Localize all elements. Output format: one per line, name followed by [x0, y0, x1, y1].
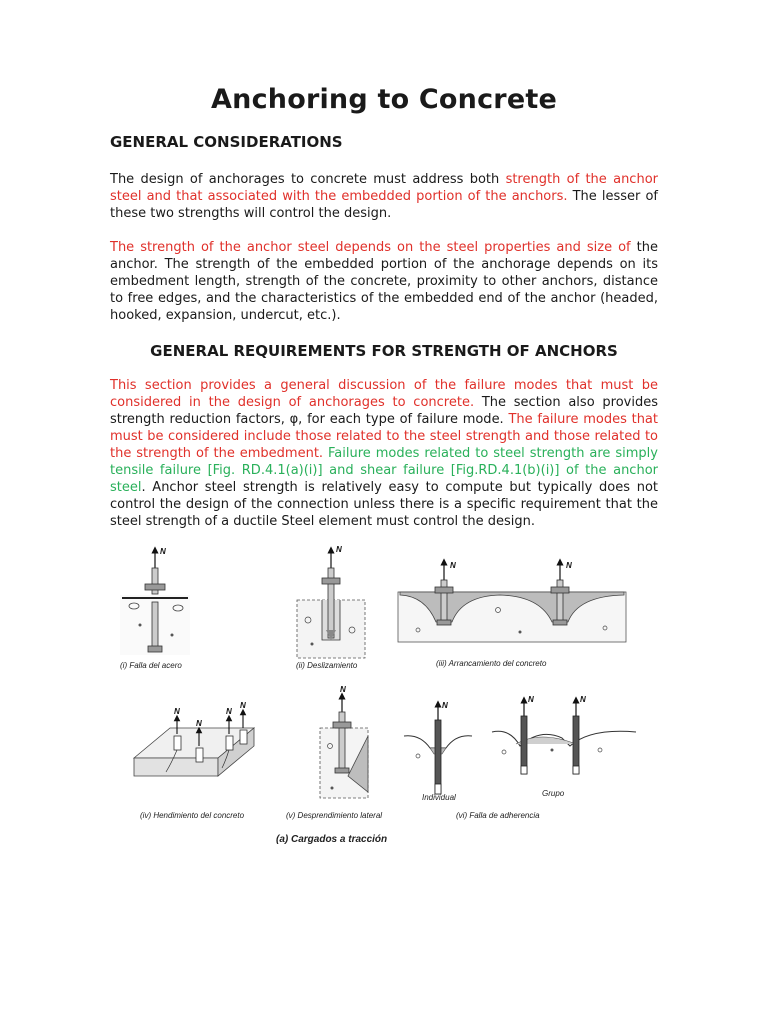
load-label: N	[196, 719, 202, 728]
diagram-side-face-blowout	[286, 685, 382, 820]
para3-text-b: The section also provides strength reduction factors, φ, for each type of failure mode.	[110, 395, 658, 427]
paragraph-anchor-strength	[110, 239, 658, 324]
failure-modes-illustration	[100, 540, 660, 860]
para1-highlight-red: strength of the anchor steel and that associated with the embedded portion of the anchors.	[110, 172, 658, 204]
section-heading-general-considerations: GENERAL CONSIDERATIONS	[110, 133, 343, 151]
load-label: N	[160, 547, 166, 556]
load-label: N	[450, 561, 456, 570]
load-label: N	[528, 695, 534, 704]
figure-main-caption: (a) Cargados a tracción	[276, 834, 388, 845]
load-label: N	[580, 695, 586, 704]
diagram-concrete-splitting	[134, 701, 254, 820]
para3-highlight-red-a: This section provides a general discussion of the failure modes that must be considered in the design of anchorages to concrete.	[110, 378, 658, 410]
para3-highlight-green: Failure modes related to steel strength are simply tensile failure [Fig. RD.4.1(a)(i)] and shear failure [Fig.RD.4.1(b)(i)] of the anchor steel	[110, 446, 658, 495]
diagram-steel-failure	[120, 547, 190, 670]
caption-concrete-splitting: (iv) Hendimiento del concreto	[140, 811, 245, 820]
failure-modes-figure	[100, 540, 660, 860]
load-label: N	[240, 701, 246, 710]
para3-highlight-red-c: The failure modes that must be considered include those related to the steel strength and those related to the strength of the embedment.	[110, 412, 658, 461]
diagram-bond-failure	[404, 695, 636, 820]
page-title: Anchoring to Concrete	[211, 84, 557, 115]
paragraph-design-intro	[110, 171, 658, 222]
load-label: N	[340, 685, 346, 694]
section-heading-general-requirements: GENERAL REQUIREMENTS FOR STRENGTH OF ANCHORS	[150, 342, 618, 360]
paragraph-failure-modes	[110, 377, 658, 530]
load-label: N	[336, 545, 342, 554]
caption-individual: Individual	[422, 793, 456, 802]
para2-highlight-red: The strength of the anchor steel depends on the steel properties and size of	[110, 240, 631, 255]
diagram-pullout	[296, 545, 365, 670]
para1-text-a: The design of anchorages to concrete must address both	[110, 172, 506, 187]
caption-grupo: Grupo	[542, 789, 565, 798]
caption-bond-failure: (vi) Falla de adherencia	[456, 811, 540, 820]
load-label: N	[226, 707, 232, 716]
diagram-concrete-breakout	[398, 561, 626, 668]
load-label: N	[566, 561, 572, 570]
caption-steel-failure: (i) Falla del acero	[120, 661, 182, 670]
para2-text-b: the anchor. The strength of the embedded portion of the anchorage depends on its embedment length, strength of the concrete, proximity to other anchors, distance to free edges, and the characteristics of the embedded end of the anchor (headed, hooked, expansion, undercut, etc.).	[110, 240, 658, 323]
caption-side-face-blowout: (v) Desprendimiento lateral	[286, 811, 383, 820]
load-label: N	[442, 701, 448, 710]
caption-pullout: (ii) Deslizamiento	[296, 661, 358, 670]
load-label: N	[174, 707, 180, 716]
para3-text-e: . Anchor steel strength is relatively easy to compute but typically does not control the design of the connection unless there is a specific requirement that the steel strength of a ductile Steel element must control the design.	[110, 480, 658, 529]
para1-text-c: The lesser of these two strengths will control the design.	[110, 189, 659, 221]
caption-concrete-breakout: (iii) Arrancamiento del concreto	[436, 659, 547, 668]
